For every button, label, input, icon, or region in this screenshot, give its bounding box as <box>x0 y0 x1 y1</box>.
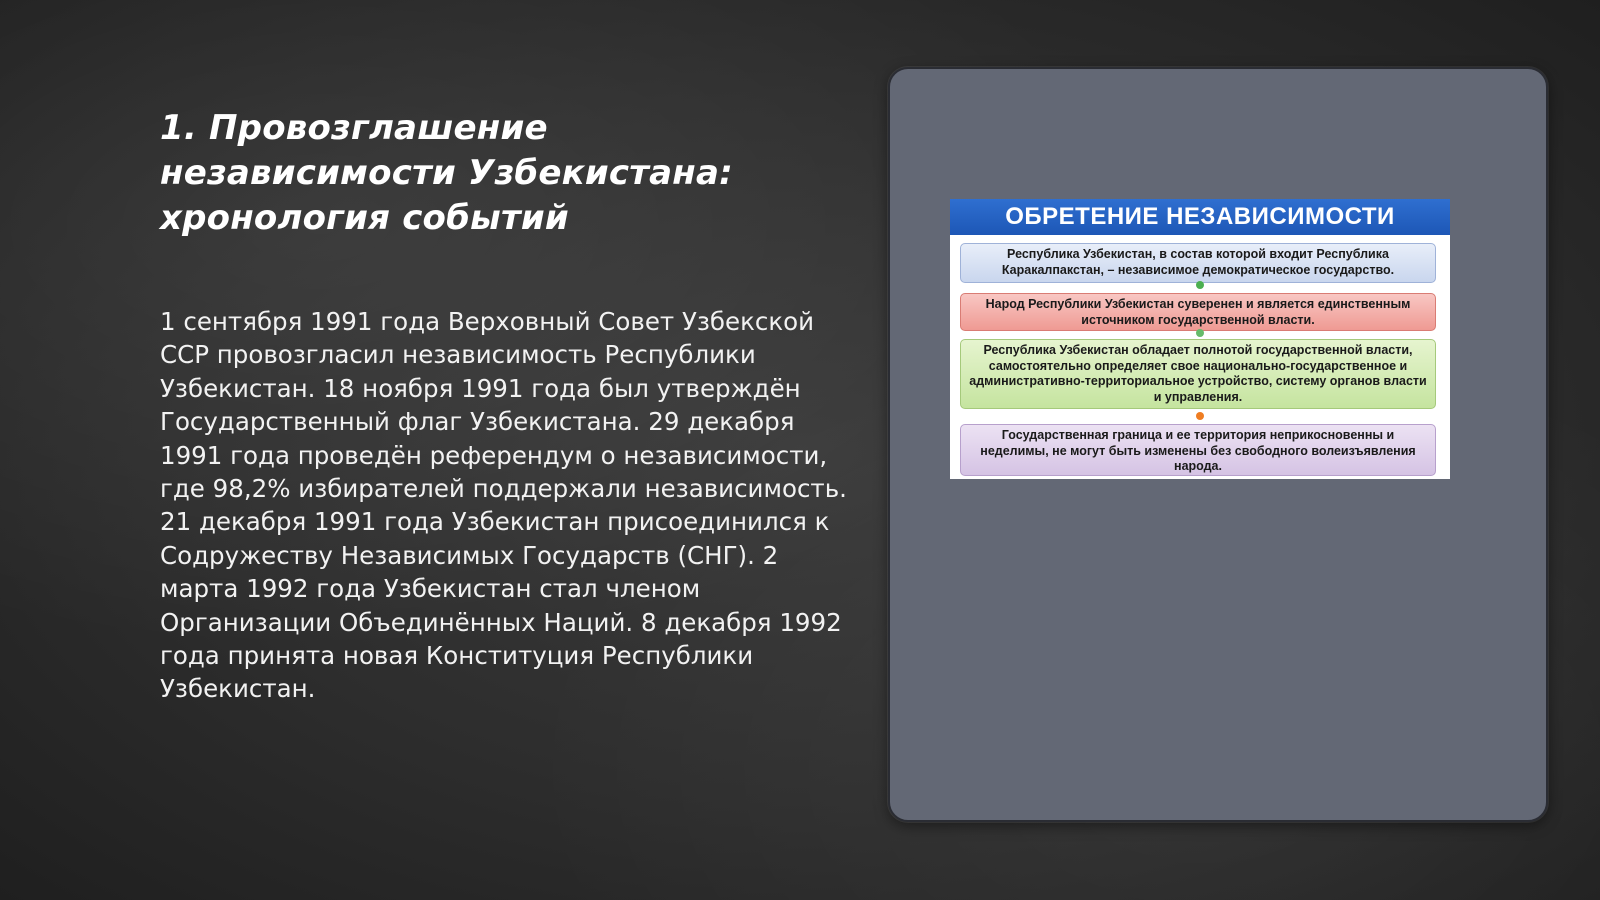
infographic-box-4: Государственная граница и ее территория неприкосновенны и неделимы, не могут быть изменены без свободного волеизъявления народа. <box>960 424 1436 476</box>
connector-dot-3 <box>1196 412 1204 420</box>
slide-body-text: 1 сентября 1991 года Верховный Совет Узбекской ССР провозгласил независимость Республики Узбекистан. 18 ноября 1991 года был утверждён Государственный флаг Узбекистана. 29 декабря 1991 года проведён референдум о независимости, где 98,2% избирателей поддержали независимость. 21 декабря 1991 года Узбекистан присоединился к Содружеству Независимых Государств (СНГ). 2 марта 1992 года Узбекистан стал членом Организации Объединённых Наций. 8 декабря 1992 года принята новая Конституция Республики Узбекистан. <box>160 307 847 704</box>
connector-dot-1 <box>1196 281 1204 289</box>
image-frame <box>888 67 1548 822</box>
connector-dot-2 <box>1196 329 1204 337</box>
infographic-box-3: Республика Узбекистан обладает полнотой государственной власти, самостоятельно определяет свое национально-государственное и административно-территориальное устройство, систему органов власти и управления. <box>960 339 1436 409</box>
infographic-header: ОБРЕТЕНИЕ НЕЗАВИСИМОСТИ <box>950 199 1450 235</box>
independence-infographic <box>950 199 1450 479</box>
infographic-box-1: Республика Узбекистан, в состав которой входит Республика Каракалпакстан, – независимое демократическое государство. <box>960 243 1436 283</box>
slide-title: 1. Провозглашение независимости Узбекистана: хронология событий <box>160 108 733 238</box>
infographic-box-2: Народ Республики Узбекистан суверенен и является единственным источником государственной власти. <box>960 293 1436 331</box>
